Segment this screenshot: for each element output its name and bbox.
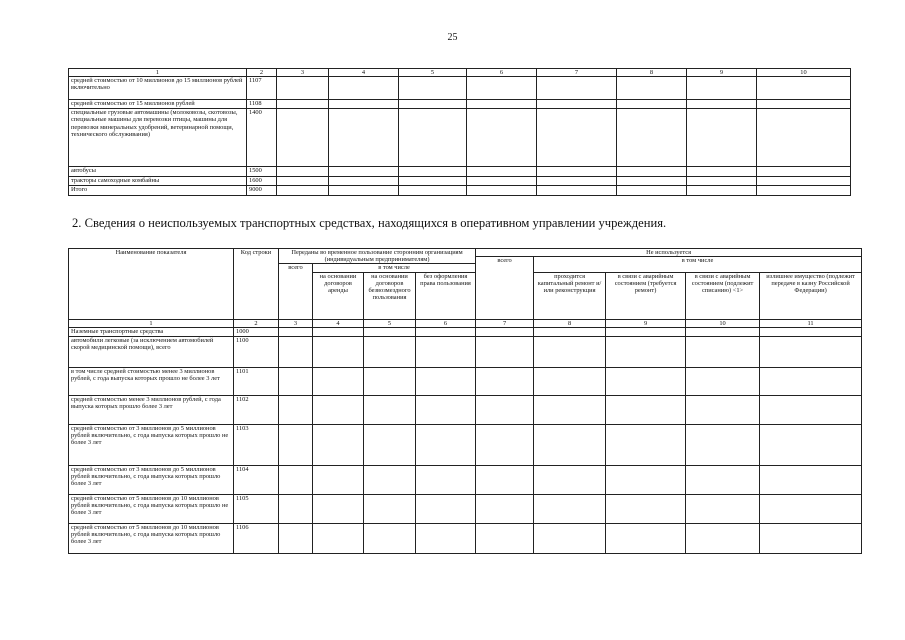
empty-cell	[686, 523, 760, 553]
column-number: 4	[313, 319, 364, 327]
table-row	[69, 109, 851, 167]
empty-cell	[534, 465, 606, 494]
empty-cell	[364, 395, 416, 424]
empty-cell	[399, 109, 467, 167]
empty-cell	[364, 336, 416, 367]
empty-cell	[416, 465, 476, 494]
empty-cell	[313, 336, 364, 367]
table-row	[69, 523, 862, 553]
empty-cell	[313, 395, 364, 424]
empty-cell	[476, 327, 534, 336]
header-accident-repair: в связи с аварийным состоянием (требуется ремонт)	[606, 272, 686, 319]
empty-cell	[617, 186, 687, 196]
table-row	[69, 494, 862, 523]
empty-cell	[476, 395, 534, 424]
row-code: 9000	[247, 186, 277, 196]
column-number: 10	[686, 319, 760, 327]
empty-cell	[686, 424, 760, 465]
header-no-right: без оформления права пользования	[416, 272, 476, 319]
row-name: специальные грузовые автомашины (молоковозы, скотовозы, специальные машины для перевозки птицы, машины для перевозки минеральных удобрений, ветеринарной помощи, технического обслуживания)	[69, 109, 247, 167]
empty-cell	[467, 177, 537, 186]
header-total: всего	[476, 257, 534, 319]
column-number: 4	[329, 69, 399, 77]
empty-cell	[364, 523, 416, 553]
empty-cell	[277, 100, 329, 109]
empty-cell	[687, 100, 757, 109]
empty-cell	[534, 494, 606, 523]
empty-cell	[416, 395, 476, 424]
row-code: 1108	[247, 100, 277, 109]
row-name: Итого	[69, 186, 247, 196]
empty-cell	[277, 109, 329, 167]
empty-cell	[279, 336, 313, 367]
header-accident-writeoff: в связи с аварийным состоянием (подлежит списанию) <1>	[686, 272, 760, 319]
empty-cell	[617, 77, 687, 100]
empty-cell	[329, 186, 399, 196]
column-number: 1	[69, 319, 234, 327]
empty-cell	[537, 167, 617, 177]
row-code: 1000	[234, 327, 279, 336]
row-code: 1500	[247, 167, 277, 177]
empty-cell	[760, 367, 862, 395]
empty-cell	[606, 465, 686, 494]
empty-cell	[760, 465, 862, 494]
row-code: 1101	[234, 367, 279, 395]
empty-cell	[687, 77, 757, 100]
empty-cell	[606, 424, 686, 465]
empty-cell	[617, 167, 687, 177]
empty-cell	[364, 367, 416, 395]
empty-cell	[277, 186, 329, 196]
empty-cell	[277, 77, 329, 100]
empty-cell	[757, 100, 851, 109]
empty-cell	[757, 77, 851, 100]
header-indicator-name: Наименование показателя	[69, 249, 234, 320]
column-number: 9	[687, 69, 757, 77]
empty-cell	[399, 77, 467, 100]
row-code: 1100	[234, 336, 279, 367]
column-number: 2	[234, 319, 279, 327]
row-code: 1106	[234, 523, 279, 553]
empty-cell	[686, 336, 760, 367]
empty-cell	[686, 327, 760, 336]
column-number: 3	[279, 319, 313, 327]
table-row	[69, 167, 851, 177]
empty-cell	[279, 367, 313, 395]
header-lease: на основании договоров аренды	[313, 272, 364, 319]
empty-cell	[686, 395, 760, 424]
empty-cell	[329, 100, 399, 109]
empty-cell	[416, 336, 476, 367]
empty-cell	[467, 109, 537, 167]
empty-cell	[476, 367, 534, 395]
empty-cell	[467, 186, 537, 196]
table-row	[69, 177, 851, 186]
empty-cell	[537, 109, 617, 167]
empty-cell	[467, 77, 537, 100]
empty-cell	[313, 424, 364, 465]
empty-cell	[534, 327, 606, 336]
row-name: средней стоимостью от 3 миллионов до 5 миллионов рублей включительно, с года выпуска которых прошло не более 3 лет	[69, 424, 234, 465]
empty-cell	[364, 494, 416, 523]
column-number: 3	[277, 69, 329, 77]
header-free-use: на основании договоров безвозмездного пользования	[364, 272, 416, 319]
empty-cell	[606, 336, 686, 367]
row-code: 1105	[234, 494, 279, 523]
column-number: 9	[606, 319, 686, 327]
empty-cell	[537, 100, 617, 109]
empty-cell	[537, 177, 617, 186]
column-number: 8	[534, 319, 606, 327]
column-number: 5	[364, 319, 416, 327]
header-including: в том числе	[313, 264, 476, 272]
empty-cell	[279, 395, 313, 424]
empty-cell	[277, 167, 329, 177]
empty-cell	[399, 177, 467, 186]
empty-cell	[476, 336, 534, 367]
empty-cell	[606, 327, 686, 336]
empty-cell	[606, 367, 686, 395]
empty-cell	[313, 494, 364, 523]
header-row-code: Код строки	[234, 249, 279, 320]
row-name: средней стоимостью от 5 миллионов до 10 миллионов рублей включительно, с года выпуска которых прошло более 3 лет	[69, 523, 234, 553]
empty-cell	[687, 167, 757, 177]
row-code: 1400	[247, 109, 277, 167]
row-code: 1103	[234, 424, 279, 465]
empty-cell	[476, 523, 534, 553]
row-name: средней стоимостью менее 3 миллионов рублей, с года выпуска которых прошло более 3 лет	[69, 395, 234, 424]
header-transferred: Переданы во временное пользование сторонним организациям (индивидуальным предпринимателям)	[279, 249, 476, 264]
empty-cell	[279, 424, 313, 465]
row-name: средней стоимостью от 3 миллионов до 5 миллионов рублей включительно, с года выпуска которых прошло более 3 лет	[69, 465, 234, 494]
empty-cell	[760, 327, 862, 336]
empty-cell	[313, 523, 364, 553]
table-row	[69, 186, 851, 196]
empty-cell	[757, 186, 851, 196]
row-name: средней стоимостью от 5 миллионов до 10 миллионов рублей включительно, с года выпуска которых прошло не более 3 лет	[69, 494, 234, 523]
column-number: 6	[467, 69, 537, 77]
table-header-row	[69, 249, 862, 257]
column-number: 6	[416, 319, 476, 327]
empty-cell	[313, 465, 364, 494]
empty-cell	[399, 100, 467, 109]
header-excess-property: излишнее имущество (подлежит передаче в казну Российской Федерации)	[760, 272, 862, 319]
empty-cell	[364, 424, 416, 465]
table-header-row	[69, 69, 851, 77]
column-number: 8	[617, 69, 687, 77]
empty-cell	[757, 177, 851, 186]
column-number: 5	[399, 69, 467, 77]
empty-cell	[364, 327, 416, 336]
empty-cell	[399, 167, 467, 177]
empty-cell	[687, 177, 757, 186]
empty-cell	[279, 494, 313, 523]
column-number: 11	[760, 319, 862, 327]
row-name: автобусы	[69, 167, 247, 177]
empty-cell	[279, 523, 313, 553]
empty-cell	[279, 465, 313, 494]
empty-cell	[364, 465, 416, 494]
row-code: 1102	[234, 395, 279, 424]
empty-cell	[416, 494, 476, 523]
empty-cell	[313, 367, 364, 395]
empty-cell	[617, 100, 687, 109]
empty-cell	[686, 367, 760, 395]
header-capital-repair: проходится капитальный ремонт и/или реконструкция	[534, 272, 606, 319]
vehicles-table-continued	[68, 68, 851, 196]
empty-cell	[476, 465, 534, 494]
empty-cell	[279, 327, 313, 336]
table-row	[69, 327, 862, 336]
empty-cell	[760, 395, 862, 424]
empty-cell	[760, 523, 862, 553]
table-row	[69, 424, 862, 465]
empty-cell	[687, 109, 757, 167]
empty-cell	[760, 336, 862, 367]
empty-cell	[757, 167, 851, 177]
section-2-title: 2. Сведения о неиспользуемых транспортных средствах, находящихся в оперативном управлении учреждения.	[72, 216, 667, 230]
empty-cell	[329, 109, 399, 167]
header-not-used: Не используется	[476, 249, 862, 257]
table-row	[69, 465, 862, 494]
row-name: тракторы самоходные комбайны	[69, 177, 247, 186]
empty-cell	[329, 177, 399, 186]
empty-cell	[534, 395, 606, 424]
table-row	[69, 367, 862, 395]
empty-cell	[617, 177, 687, 186]
empty-cell	[476, 424, 534, 465]
empty-cell	[534, 336, 606, 367]
empty-cell	[416, 327, 476, 336]
row-name: в том числе средней стоимостью менее 3 миллионов рублей, с года выпуска которых прошло не более 3 лет	[69, 367, 234, 395]
empty-cell	[537, 77, 617, 100]
empty-cell	[534, 523, 606, 553]
empty-cell	[617, 109, 687, 167]
header-including: в том числе	[534, 257, 862, 272]
row-name: Наземные транспортные средства	[69, 327, 234, 336]
empty-cell	[686, 494, 760, 523]
empty-cell	[277, 177, 329, 186]
empty-cell	[467, 100, 537, 109]
empty-cell	[467, 167, 537, 177]
empty-cell	[606, 395, 686, 424]
empty-cell	[760, 494, 862, 523]
column-number: 10	[757, 69, 851, 77]
empty-cell	[416, 424, 476, 465]
header-total: всего	[279, 264, 313, 319]
empty-cell	[313, 327, 364, 336]
empty-cell	[416, 523, 476, 553]
empty-cell	[329, 167, 399, 177]
row-code: 1600	[247, 177, 277, 186]
page-number: 25	[447, 32, 458, 43]
row-name: средней стоимостью от 10 миллионов до 15 миллионов рублей включительно	[69, 77, 247, 100]
row-name: автомобили легковые (за исключением автомобилей скорой медицинской помощи), всего	[69, 336, 234, 367]
empty-cell	[606, 523, 686, 553]
empty-cell	[606, 494, 686, 523]
empty-cell	[687, 186, 757, 196]
table-row	[69, 336, 862, 367]
empty-cell	[534, 367, 606, 395]
column-number: 7	[537, 69, 617, 77]
row-name: средней стоимостью от 15 миллионов рублей	[69, 100, 247, 109]
empty-cell	[416, 367, 476, 395]
row-code: 1104	[234, 465, 279, 494]
unused-vehicles-table	[68, 248, 862, 554]
empty-cell	[537, 186, 617, 196]
table-row	[69, 100, 851, 109]
column-number: 7	[476, 319, 534, 327]
empty-cell	[534, 424, 606, 465]
column-number: 2	[247, 69, 277, 77]
empty-cell	[686, 465, 760, 494]
empty-cell	[329, 77, 399, 100]
column-numbers-row	[69, 319, 862, 327]
table-row	[69, 77, 851, 100]
empty-cell	[399, 186, 467, 196]
empty-cell	[476, 494, 534, 523]
column-number: 1	[69, 69, 247, 77]
empty-cell	[757, 109, 851, 167]
table-row	[69, 395, 862, 424]
row-code: 1107	[247, 77, 277, 100]
empty-cell	[760, 424, 862, 465]
